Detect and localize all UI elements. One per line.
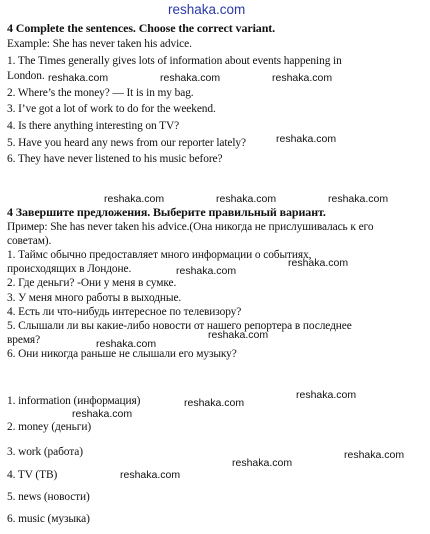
russian-example-cont: советам). [7, 235, 52, 247]
watermark: reshaka.com [120, 469, 181, 481]
watermark: reshaka.com [276, 133, 337, 145]
russian-line-4: 4. Есть ли что-нибудь интересное по телевизору? [7, 306, 242, 318]
russian-line-1-cont: происходящих в Лондоне. [7, 263, 132, 275]
english-line-6: 6. They have never listened to his music before? [7, 153, 223, 165]
answer-3: 3. work (работа) [7, 446, 83, 458]
english-line-2: 2. Where’s the money? — It is in my bag. [7, 87, 194, 99]
watermark: reshaka.com [72, 408, 133, 420]
russian-line-5: 5. Слышали ли вы какие-либо новости от нашего репортера в последнее [7, 320, 352, 332]
watermark: reshaka.com [176, 265, 237, 277]
watermark: reshaka.com [216, 193, 277, 205]
english-line-3: 3. I’ve got a lot of work to do for the weekend. [7, 103, 216, 115]
watermark: reshaka.com [296, 389, 357, 401]
english-line-5: 5. Have you heard any news from our reporter lately? [7, 137, 246, 149]
answer-6: 6. music (музыка) [7, 513, 90, 525]
watermark: reshaka.com [160, 72, 221, 84]
russian-line-5-cont: время? [7, 334, 41, 346]
english-line-1-cont: London. [7, 70, 45, 82]
watermark: reshaka.com [328, 193, 389, 205]
russian-line-6: 6. Они никогда раньше не слышали его музыку? [7, 348, 237, 360]
watermark: reshaka.com [184, 397, 245, 409]
russian-line-1: 1. Таймс обычно предоставляет много информации о событиях, [7, 249, 312, 261]
watermark: reshaka.com [272, 72, 333, 84]
english-line-4: 4. Is there anything interesting on TV? [7, 120, 180, 132]
answer-4: 4. TV (ТВ) [7, 469, 58, 481]
english-line-1: 1. The Times generally gives lots of information about events happening in [7, 55, 342, 67]
english-heading: 4 Complete the sentences. Choose the correct variant. [7, 21, 276, 35]
russian-heading: 4 Завершите предложения. Выберите правильный вариант. [7, 205, 326, 219]
answer-2: 2. money (деньги) [7, 421, 92, 433]
watermark: reshaka.com [96, 338, 157, 350]
answer-5: 5. news (новости) [7, 491, 90, 503]
watermark: reshaka.com [232, 457, 293, 469]
watermark: reshaka.com [48, 72, 109, 84]
watermark: reshaka.com [208, 329, 269, 341]
watermark: reshaka.com [344, 449, 405, 461]
russian-line-2: 2. Где деньги? -Они у меня в сумке. [7, 277, 177, 289]
watermark: reshaka.com [288, 257, 349, 269]
russian-line-3: 3. У меня много работы в выходные. [7, 292, 182, 304]
english-example: Example: She has never taken his advice. [7, 38, 192, 50]
watermark-top: reshaka.com [168, 2, 246, 17]
russian-example: Пример: She has never taken his advice.(Она никогда не прислушивалась к его [7, 221, 374, 233]
answer-1: 1. information (информация) [7, 395, 141, 407]
watermark: reshaka.com [104, 193, 165, 205]
